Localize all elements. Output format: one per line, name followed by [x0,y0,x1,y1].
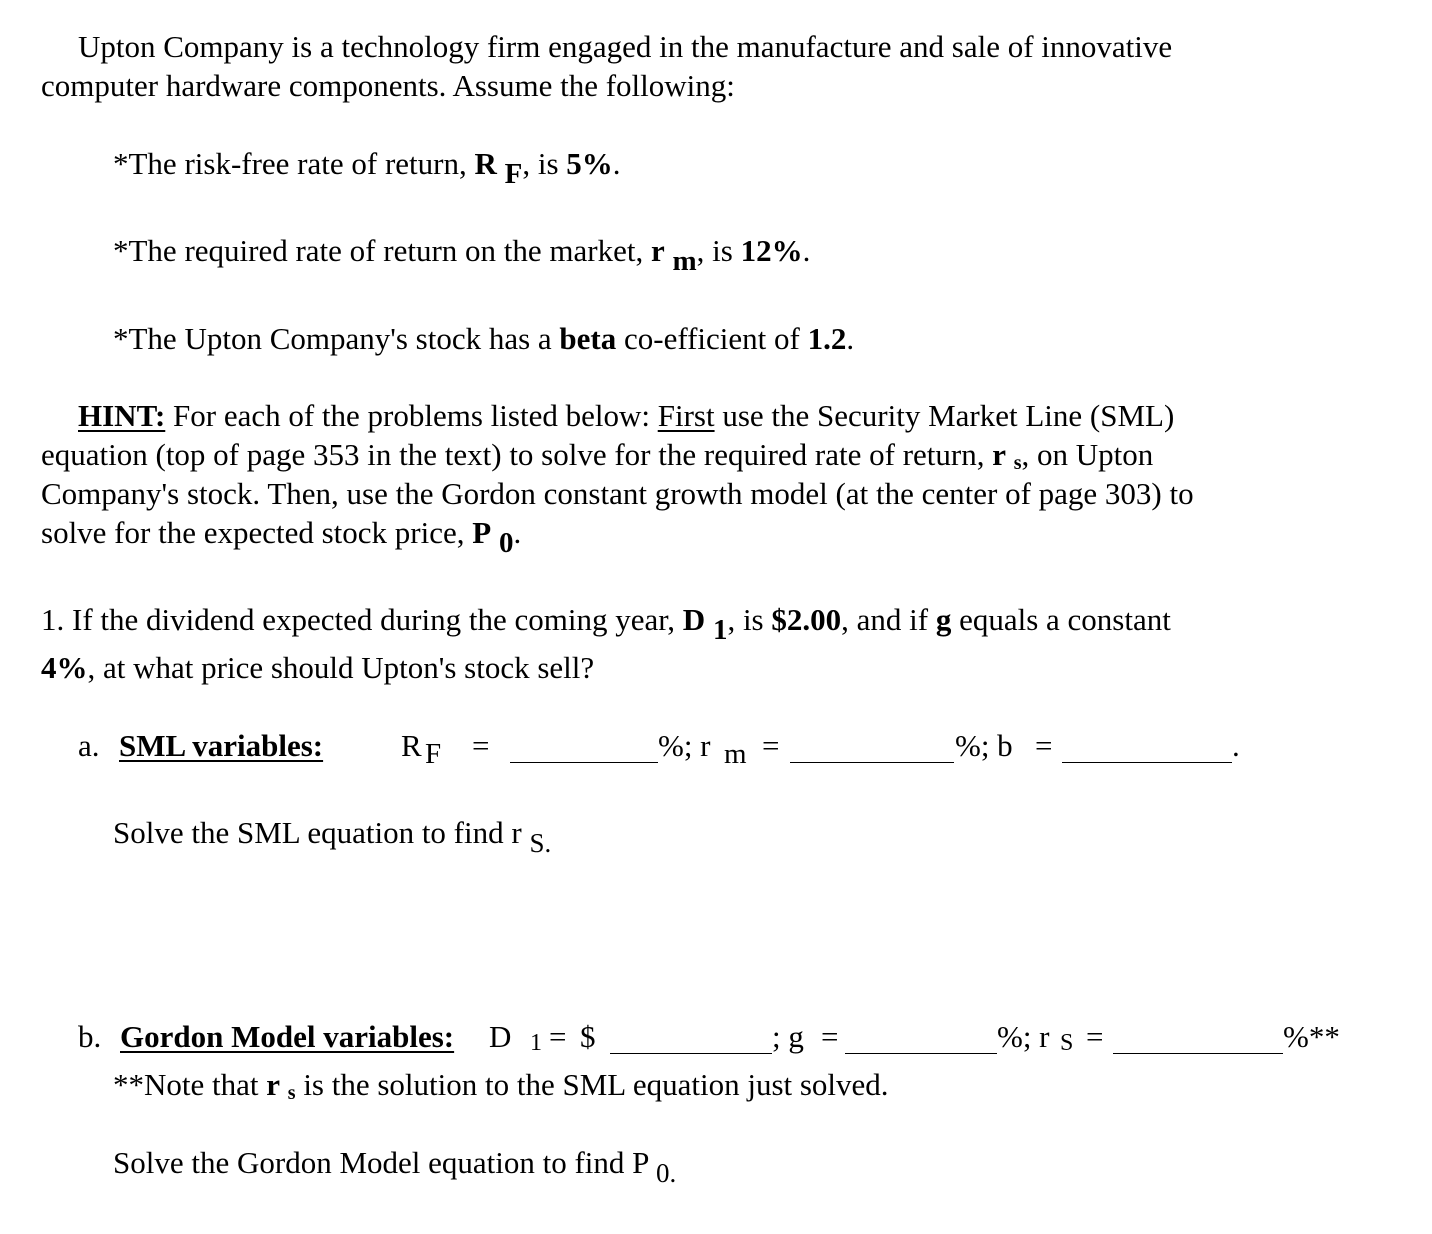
solve-text: Solve the Gordon Model equation to find P [113,1145,649,1180]
part-a-rf-sub: F [425,738,442,770]
hint-p0-var: P [472,515,492,550]
rf-value: 5% [566,146,613,181]
part-b-g: ; g [772,1019,804,1054]
part-b-title [120,1021,454,1052]
assumption-beta [113,323,854,354]
rs-answer-blank[interactable] [1113,1053,1283,1054]
part-b-equals: = [549,1019,567,1054]
question-text: , and if [841,602,936,637]
beta-answer-blank[interactable] [1062,762,1232,763]
gordon-variables-title: Gordon Model variables: [120,1019,455,1054]
rf-var: R [474,146,497,181]
assumption-market-return [113,233,811,277]
question-text: , is [727,602,772,637]
beta-word: beta [559,321,617,356]
question-1-line-2 [41,652,594,683]
rm-var: r [650,233,665,268]
question-text: equals a constant [951,602,1171,637]
hint-text: equation (top of page 353 in the text) to solve for the required rate of return, [41,437,993,472]
assumption-text: , is [696,233,741,268]
hint-line-4 [41,515,522,559]
part-b-d-sub: 1 [530,1030,542,1056]
part-b-equals-2: = [821,1019,839,1054]
period: . [612,146,621,181]
part-a-equals-3: = [1035,728,1053,763]
rf-sub: F [504,158,523,190]
part-b-rs-sub: S [1060,1030,1074,1056]
solve-rs-sub: S [529,828,545,858]
hint-line-1 [78,400,1174,431]
question-text: , at what price should Upton's stock sell? [87,650,595,685]
part-a-solve-instruction [113,815,552,858]
solve-text: Solve the SML equation to find r [113,815,522,850]
period: . [669,1158,677,1188]
sml-variables-title: SML variables: [119,728,324,763]
part-b-pct-end: %** [1283,1019,1340,1054]
rm-sub: m [672,245,697,277]
part-b-d-var: D [489,1019,512,1054]
assumption-risk-free [113,146,621,190]
period: . [544,828,552,858]
note-rs-sub: s [287,1082,296,1104]
part-a-pct-b: %; b [955,728,1013,763]
solve-p0-sub: 0 [656,1158,670,1188]
hint-label: HINT: [78,398,166,433]
hint-text: solve for the expected stock price, [41,515,473,550]
intro-line-2: computer hardware components. Assume the following: [41,68,735,103]
assumption-text: *The Upton Company's stock has a [113,321,560,356]
part-a-equals-2: = [762,728,780,763]
part-a-equals: = [472,728,490,763]
part-b-solve-instruction [113,1145,677,1188]
d1-answer-blank[interactable] [610,1053,772,1054]
period: . [802,233,811,268]
part-b-note [113,1067,889,1104]
period: . [846,321,855,356]
part-b-equals-3: = [1086,1019,1104,1054]
q1-d-var: D [682,602,706,637]
hint-text: , on Upton [1021,437,1154,472]
q1-growth-rate: 4% [41,650,88,685]
rm-answer-blank[interactable] [790,762,954,763]
assumption-text: co-efficient of [616,321,808,356]
note-text: **Note that [113,1067,267,1102]
hint-line-2 [41,437,1154,474]
note-rs-var: r [266,1067,281,1102]
rf-answer-blank[interactable] [510,762,658,763]
part-a-period: . [1232,728,1240,763]
hint-text: use the Security Market Line (SML) [714,398,1175,433]
part-b-label: b. [78,1019,102,1054]
hint-rs-var: r [992,437,1006,472]
note-text: is the solution to the SML equation just solved. [295,1067,889,1102]
assumption-text: , is [522,146,567,181]
hint-first: First [657,398,715,433]
hint-rs-sub: s [1013,452,1022,474]
q1-dividend-amount: $2.00 [771,602,842,637]
rm-value: 12% [740,233,803,268]
part-a-rm-sub: m [724,738,747,770]
part-a-title [119,730,323,761]
part-a-label: a. [78,728,100,763]
part-a-rf-var: R [401,728,422,763]
q1-d-sub: 1 [712,614,728,646]
intro-line-1: Upton Company is a technology firm engaged in the manufacture and sale of innovative [78,29,1173,64]
assumption-text: *The risk-free rate of return, [113,146,475,181]
question-text: 1. If the dividend expected during the coming year, [41,602,683,637]
assumption-text: *The required rate of return on the market, [113,233,651,268]
part-a-pct-rm: %; r [658,728,711,763]
beta-value: 1.2 [807,321,847,356]
hint-line-3: Company's stock. Then, use the Gordon constant growth model (at the center of page 303) to [41,476,1194,511]
part-b-dollar: $ [580,1019,596,1054]
q1-g-var: g [935,602,952,637]
part-b-pct-rs: %; r [997,1019,1050,1054]
period: . [513,515,522,550]
hint-text: For each of the problems listed below: [165,398,658,433]
hint-p0-sub: 0 [498,527,514,559]
g-answer-blank[interactable] [845,1053,997,1054]
question-1-line-1 [41,602,1171,646]
